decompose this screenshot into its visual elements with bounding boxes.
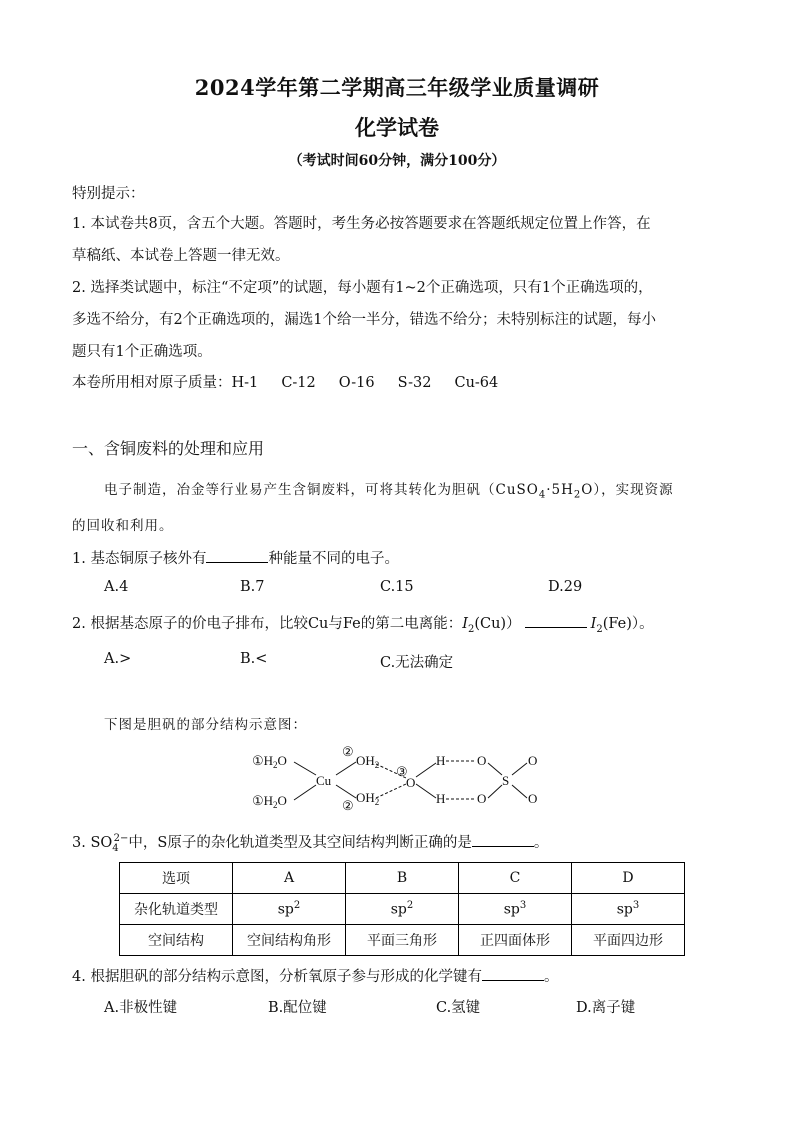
- table-row: [120, 894, 685, 925]
- svg-text:O: O: [477, 753, 487, 768]
- notice-item2-line3: 题只有1个正确选项。: [72, 344, 212, 360]
- atomic-mass-line: 本卷所用相对原子质量：H-1 C-12 O-16 S-32 Cu-64: [72, 375, 499, 391]
- svg-text:O: O: [477, 791, 487, 806]
- svg-text:H: H: [436, 753, 446, 768]
- notice-label: 特别提示：: [72, 186, 145, 202]
- table-cell: $sp^2$: [346, 894, 459, 925]
- svg-text:O: O: [406, 775, 416, 790]
- svg-text:S: S: [502, 773, 510, 788]
- table-row: [120, 925, 685, 956]
- cuso4-structure-diagram: [250, 742, 550, 816]
- q4-option-b: B.配位键: [268, 1000, 327, 1016]
- svg-text:O: O: [528, 791, 538, 806]
- table-header-cell: C: [459, 863, 572, 894]
- table-row: [120, 863, 685, 894]
- label-circled-1-top: $①H_2O$: [252, 753, 287, 770]
- q1-option-b: B.7: [240, 579, 265, 595]
- q2-option-a: A.>: [104, 651, 132, 667]
- table-cell: $sp^3$: [572, 894, 685, 925]
- q4-option-c: C.氢键: [436, 1000, 481, 1016]
- exam-title: 2024学年第二学期高三年级学业质量调研: [194, 75, 600, 100]
- svg-text:O: O: [528, 753, 538, 768]
- q3-stem: 3. $SO_4^{2-}$中，S原子的杂化轨道类型及其空间结构判断正确的是 。: [72, 833, 549, 854]
- table-row-label: 空间结构: [120, 925, 233, 956]
- table-cell: $sp^2$: [233, 894, 346, 925]
- table-header-cell: B: [346, 863, 459, 894]
- svg-text:OH2: $OH_2$: [356, 790, 380, 807]
- q1-option-a: A.4: [104, 579, 129, 595]
- q2-option-c: C.无法确定: [380, 655, 454, 671]
- table-row-label: 杂化轨道类型: [120, 894, 233, 925]
- table-cell: $sp^3$: [459, 894, 572, 925]
- svg-text:②: ②: [342, 798, 354, 813]
- table-header-cell: D: [572, 863, 685, 894]
- table-cell: 平面四边形: [572, 925, 685, 956]
- label-circled-1-bottom: $①H_2O$: [252, 793, 287, 810]
- table-header-cell: 选项: [120, 863, 233, 894]
- q2-answer-blank[interactable]: [525, 627, 587, 628]
- q2-stem: 2. 根据基态原子的价电子排布，比较Cu与Fe的第二电离能：$I_2(Cu)$） $I_2(Fe)$）。: [72, 616, 654, 635]
- table-cell: 空间结构角形: [233, 925, 346, 956]
- q4-option-d: D.离子键: [576, 1000, 636, 1016]
- q3-options-table: [119, 862, 685, 956]
- notice-item1-line2: 草稿纸、本试卷上答题一律无效。: [72, 248, 290, 264]
- q4-option-a: A.非极性键: [104, 1000, 178, 1016]
- svg-text:H: H: [436, 791, 446, 806]
- svg-text:③: ③: [396, 764, 408, 779]
- svg-text:②: ②: [342, 744, 354, 759]
- diagram-caption: 下图是胆矾的部分结构示意图：: [104, 717, 307, 733]
- q1-option-c: C.15: [380, 579, 414, 595]
- notice-item2-line1: 2. 选择类试题中，标注“不定项”的试题，每小题有1~2个正确选项，只有1个正确选项的，: [72, 280, 653, 296]
- svg-text:Cu: Cu: [316, 773, 332, 788]
- section1-intro-line1: 电子制造，冶金等行业易产生含铜废料，可将其转化为胆矾$(CuSO_4\cdot 5H_2O)$，实现资源: [104, 482, 674, 501]
- svg-text:OH2: $OH_2$: [356, 753, 380, 770]
- table-cell: 平面三角形: [346, 925, 459, 956]
- table-cell: 正四面体形: [459, 925, 572, 956]
- notice-item1-line1: 1. 本试卷共8页，含五个大题。答题时，考生务必按答题要求在答题纸规定位置上作答，在: [72, 216, 651, 232]
- q4-answer-blank[interactable]: [482, 980, 544, 981]
- section1-intro-line2: 的回收和利用。: [72, 518, 174, 534]
- q1-option-d: D.29: [548, 579, 583, 595]
- subject-title: 化学试卷: [355, 115, 439, 140]
- q1-answer-blank[interactable]: [206, 562, 268, 563]
- q4-stem: 4. 根据胆矾的部分结构示意图，分析氧原子参与形成的化学键有 。: [72, 969, 559, 985]
- q1-stem: 1. 基态铜原子核外有 种能量不同的电子。: [72, 551, 399, 567]
- table-header-cell: A: [233, 863, 346, 894]
- q2-option-b: B.<: [240, 651, 268, 667]
- q3-answer-blank[interactable]: [472, 846, 534, 847]
- notice-item2-line2: 多选不给分，有2个正确选项的，漏选1个给一半分，错选不给分；未特别标注的试题，每小: [72, 312, 656, 328]
- section1-heading: 一、含铜废料的处理和应用: [72, 439, 265, 458]
- time-note: （考试时间60分钟，满分100分）: [288, 153, 506, 169]
